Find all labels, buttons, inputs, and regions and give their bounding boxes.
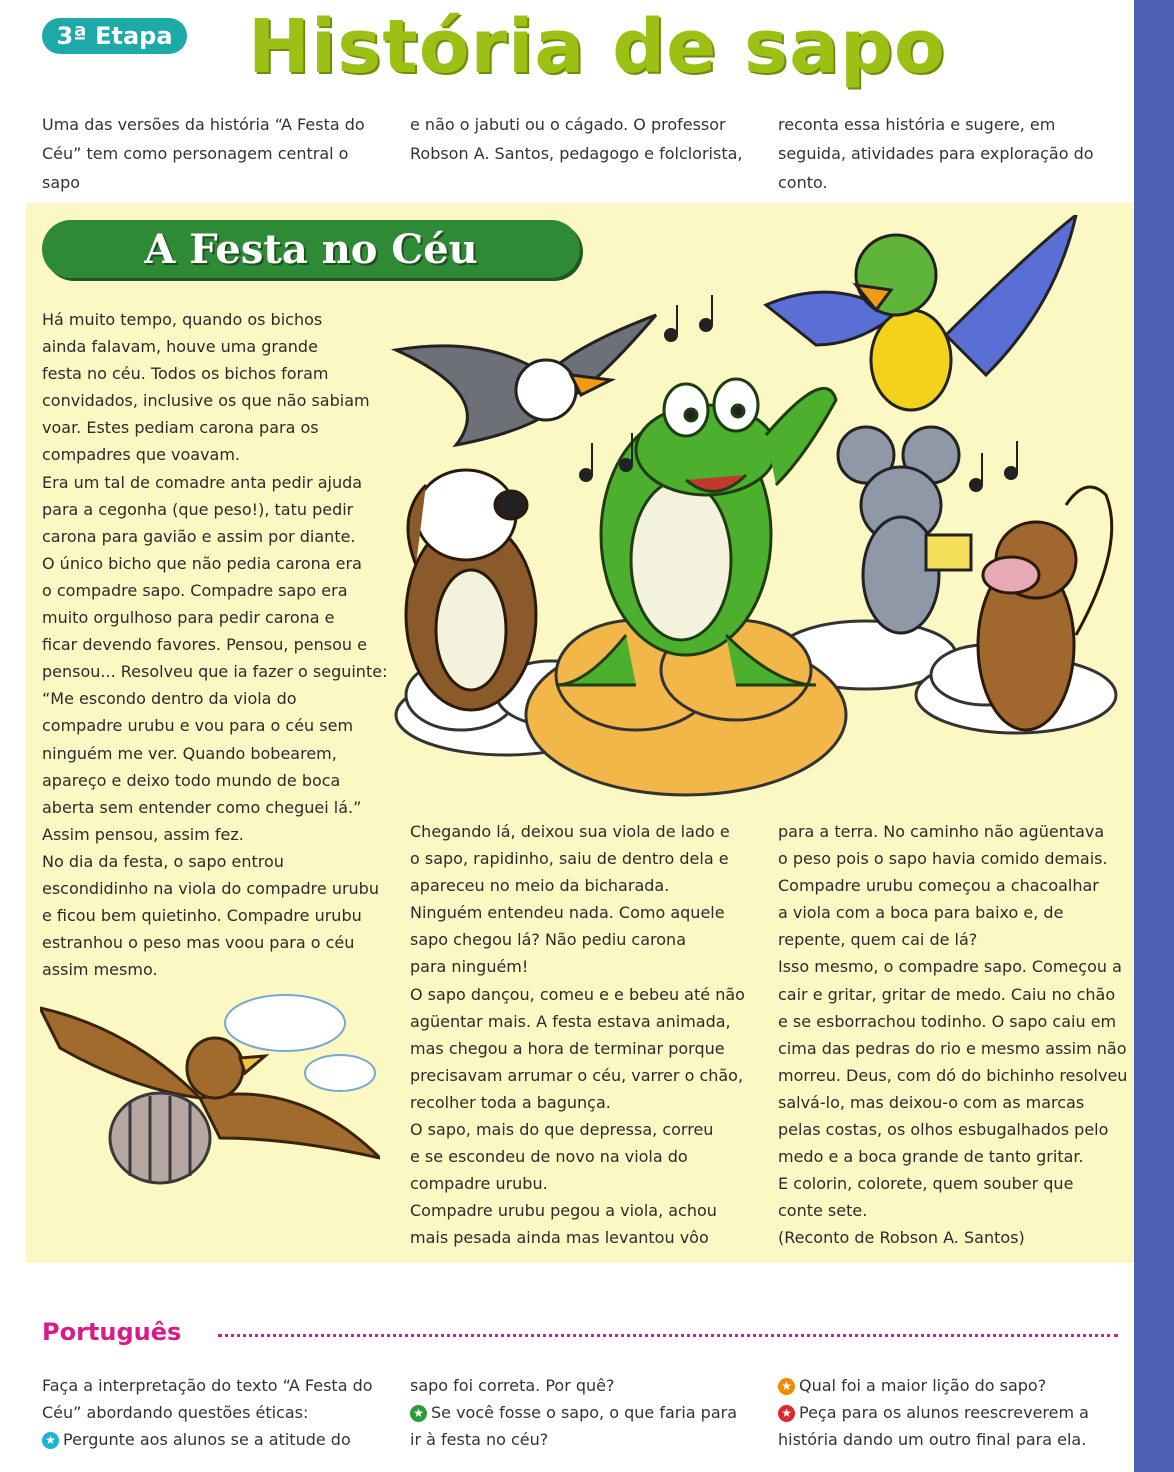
story-title: A Festa no Céu — [144, 225, 478, 273]
star-icon-orange: ★ — [778, 1378, 795, 1395]
activity-question-3: Qual foi a maior lição do sapo? — [799, 1376, 1047, 1395]
page-title: História de sapo — [248, 4, 946, 90]
section-heading-portugues: Português — [42, 1318, 182, 1346]
activity-question-2: Se você fosse o sapo, o que faria para ir à festa no céu? — [410, 1403, 738, 1449]
star-icon-cyan: ★ — [42, 1432, 59, 1449]
parrot-icon — [766, 215, 1076, 410]
cloud-icon — [225, 995, 375, 1091]
intro-text-col2: e não o jabuti ou o cágado. O professor Robson A. Santos, pedagogo e folclorista, — [410, 115, 743, 163]
activity-question-4: Peça para os alunos reescreverem a história dando um outro final para ela. — [778, 1403, 1089, 1449]
story-text-col2: Chegando lá, deixou sua viola de lado e o sapo, rapidinho, saiu de dentro dela e apareceu no meio da bicharada. Ninguém entendeu nada. Como aquele sapo chegou lá? Não pediu carona para ninguém! O sapo dançou, comeu e e bebeu até não agüentar mais. A festa estava animada, mas chegou a hora de terminar porque precisavam arrumar o céu, varrer o chão, recolher toda a bagunça. O sapo, mais do que depressa, correu e se escondeu de novo na viola do compadre urubu. Compadre urubu pegou a viola, achou mais pesada ainda mas levantou vôo — [410, 822, 745, 1248]
activity-col3 — [778, 1372, 1113, 1453]
stage-badge: 3ª Etapa — [42, 18, 187, 54]
activity-col2 — [410, 1372, 745, 1453]
story-text-col1: Há muito tempo, quando os bichos ainda falavam, houve uma grande festa no céu. Todos os bichos foram convidados, inclusive os que não sabiam voar. Estes pediam carona para os compadres que voavam. Era um tal de comadre anta pedir ajuda para a cegonha (que peso!), tatu pedir carona para gavião e assim por diante. O único bicho que não pedia carona era o compadre sapo. Compadre sapo era muito orgulhoso para pedir carona e ficar devendo favores. Pensou, pensou e pensou... Resolveu que ia fazer o seguinte: “Me escondo dentro da viola do compadre urubu e vou para o céu sem ninguém me ver. Quando bobearem, apareço e deixo todo mundo de boca aberta sem entender como cheguei lá.” Assim pensou, assim fez. No dia da festa, o sapo entrou escondidinho na viola do compadre urubu e ficou bem quietinho. Compadre urubu estranhou o peso mas voou para o céu assim mesmo. — [42, 310, 388, 980]
dog-icon — [406, 470, 536, 710]
party-illustration — [386, 215, 1126, 810]
intro-text-col1: Uma das versões da história “A Festa do Céu” tem como personagem central o sapo — [42, 115, 365, 192]
activity-intro-text: Faça a interpretação do texto “A Festa do Céu” abordando questões éticas: — [42, 1376, 373, 1422]
star-icon-red: ★ — [778, 1405, 795, 1422]
activity-col1 — [42, 1372, 377, 1453]
activity-question-1-cont: sapo foi correta. Por quê? — [410, 1376, 615, 1395]
star-icon-green: ★ — [410, 1405, 427, 1422]
activity-question-1: Pergunte aos alunos se a atitude do — [63, 1430, 351, 1449]
hawk-armadillo-illustration — [40, 988, 380, 1228]
gull-icon — [396, 315, 656, 445]
page-edge-stripe — [1134, 0, 1174, 1472]
armadillo-icon — [110, 1093, 210, 1183]
intro-text-col3: reconta essa história e sugere, em seguida, atividades para exploração do conto. — [778, 115, 1094, 192]
dotted-divider — [218, 1334, 1118, 1337]
mouse-icon — [838, 427, 971, 633]
story-text-col3: para a terra. No caminho não agüentava o peso pois o sapo havia comido demais. Compadre urubu começou a chacoalhar a viola com a boca para baixo e, de repente, quem cai de lá? Isso mesmo, o compadre sapo. Começou a cair e gritar, gritar de medo. Caiu no chão e se esborrachou todinho. O sapo caiu em cima das pedras do rio e mesmo assim não morreu. Deus, com dó do bichinho resolveu salvá-lo, mas deixou-o com as marcas pelas costas, os olhos esbugalhados pelo medo e a boca grande de tanto gritar. E colorin, colorete, quem souber que conte sete. (Reconto de Robson A. Santos) — [778, 822, 1128, 1248]
